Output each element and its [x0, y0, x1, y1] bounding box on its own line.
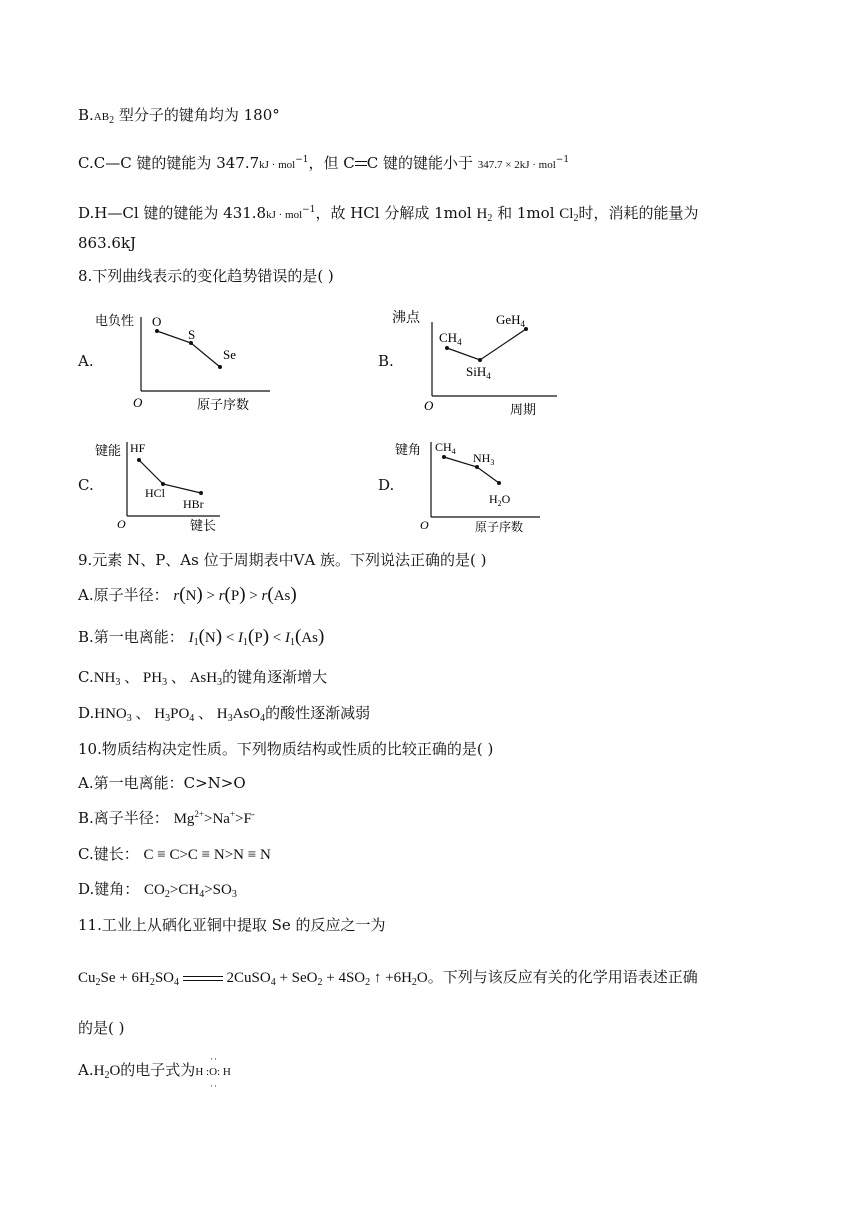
chart-d-xlabel: 原子序数 [475, 520, 524, 534]
q10-option-b: B.离子半径： $Mg^{2+}>Na^+>F^-$ [78, 809, 255, 827]
q8-chart-c [95, 430, 245, 535]
q8-label-d: D. [378, 476, 395, 494]
chart-c-xlabel: 键长 [190, 518, 217, 533]
q9-stem: 9.元素 N、P、As 位于周期表中ⅤA 族。下列说法正确的是( ) [78, 551, 487, 569]
chart-b-point-geh4: GeH$_4$ [496, 312, 526, 329]
q8-label-a: A. [78, 352, 94, 370]
chart-b-ylabel: 沸点 [392, 311, 420, 326]
q8-chart-d [395, 432, 545, 537]
q7-option-d-cont: 863.6kJ [78, 234, 137, 252]
chart-d-point-h2o: $H_2O$ [489, 492, 511, 508]
q8-stem: 8.下列曲线表示的变化趋势错误的是( ) [78, 267, 334, 285]
q10-option-c: C.键长： C ≡ C>C ≡ N>N ≡ N [78, 845, 271, 863]
chart-a-ylabel: 电负性 [95, 313, 135, 328]
chart-d-point-nh3: $NH_3$ [473, 451, 495, 467]
q8-chart-b [392, 302, 562, 422]
q7-option-c: C.C—C 键的键能为 347.7kJ · mol$^{-1}$，但 C C 键的键能小于 347.7 × 2kJ · mol$^{-1}$ [78, 154, 570, 172]
q9-option-a: A.原子半径： r(N) > r(P) > r(As) [78, 584, 297, 605]
chart-c-point-hcl: HCl [145, 486, 166, 500]
q7-option-d: D.H—Cl 键的键能为 431.8kJ · mol$^{-1}$，故 HCl 分解成 1mol $H_2$ 和 1mol $Cl_2$时，消耗的能量为 [78, 204, 699, 224]
q10-option-d: D.键角： $CO_2>CH_4>SO_3$ [78, 880, 237, 900]
chart-c-point-hbr: HBr [183, 497, 204, 511]
q11-equation: $Cu_2Se + 6H_2SO_4$ 2CuSO$_4$ + $SeO_2 + 4SO_2$ ↑ $+6H_2O$。下列与该反应有关的化学用语表述正确 [78, 968, 698, 988]
chart-b-origin: O [424, 398, 434, 413]
q7-option-b: $B.AB_2$ 型分子的键角均为 180° [78, 106, 280, 126]
q9-option-c: $C.NH_3$ 、 $PH_3$ 、 AsH$_3$的键角逐渐增大 [78, 668, 328, 688]
q11-stem: 11.工业上从硒化亚铜中提取 Se 的反应之一为 [78, 916, 386, 934]
q8-label-c: C. [78, 476, 94, 494]
q9-option-d: $D.HNO_3$ 、 $H_3PO_4$ 、 $H_3AsO_4$的酸性逐渐减弱 [78, 704, 371, 724]
chart-a-xlabel: 原子序数 [197, 397, 250, 412]
q11-stem-end: 的是( ) [78, 1019, 125, 1037]
chart-c-point-hf: HF [130, 441, 146, 455]
chart-b-point-ch4: $CH_4$ [439, 330, 462, 347]
chart-b-xlabel: 周期 [510, 402, 537, 417]
chart-a-point-se: Se [223, 347, 236, 362]
q10-stem: 10.物质结构决定性质。下列物质结构或性质的比较正确的是( ) [78, 740, 494, 758]
chart-d-origin: O [420, 518, 429, 532]
chart-d-ylabel: 键角 [395, 442, 422, 457]
chart-c-origin: O [117, 517, 126, 531]
q9-option-b: B.第一电离能： $I_1(N) < I_1(P) < I_1(As)$ [78, 626, 325, 648]
q10-option-a: A.第一电离能：C>N>O [78, 774, 246, 792]
chart-a-point-o: O [152, 314, 162, 329]
q8-chart-a [95, 305, 275, 415]
chart-a-point-s: S [188, 327, 196, 342]
chart-c-ylabel: 键能 [95, 443, 122, 458]
q11-option-a: $A.H_2O$的电子式为H : ·· O ·· : H [78, 1054, 231, 1091]
chart-b-point-sih4: SiH$_4$ [466, 364, 491, 381]
q8-label-b: B. [378, 352, 394, 370]
chart-a-origin: O [133, 395, 143, 410]
chart-d-point-ch4: $CH_4$ [435, 440, 456, 456]
